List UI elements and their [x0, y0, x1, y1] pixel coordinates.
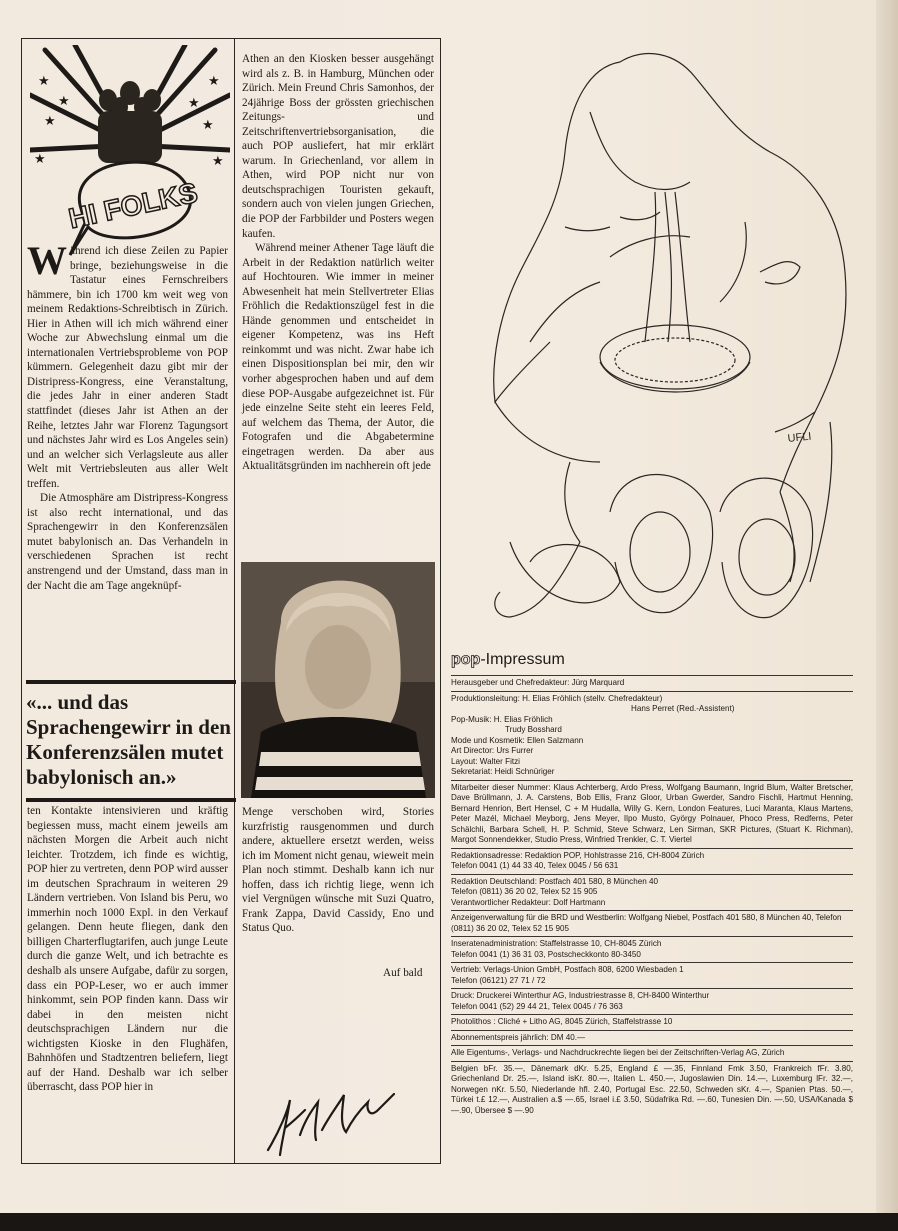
- impressum-title: [451, 651, 565, 669]
- pull-quote: «... und das Sprachengewirr in den Konferenzsälen mutet babylonisch an.»: [26, 680, 236, 802]
- hi-folks-text: HI FOLKS: [65, 176, 201, 235]
- cartoon-initials: UFLI: [787, 430, 813, 445]
- svg-text:★: ★: [212, 154, 224, 169]
- closing-line: Auf bald: [383, 967, 423, 979]
- editorial-column-2-bottom: [242, 805, 434, 936]
- impressum-druck: Druck: Druckerei Winterthur AG, Industriestrasse 8, CH-8400 Winterthur: [451, 991, 710, 1000]
- impressum-vertrieb-tel: Telefon (06121) 27 71 / 72: [451, 975, 546, 985]
- impressum-produktion-2: Hans Perret (Red.-Assistent): [631, 704, 735, 713]
- impressum-inserate-tel: Telefon 0041 (1) 36 31 03, Postscheckkonto 80-3450: [451, 949, 641, 959]
- editor-photo: [241, 562, 435, 798]
- svg-text:★: ★: [58, 94, 70, 109]
- impressum-musik: Pop-Musik: H. Elias Fröhlich: [451, 714, 553, 724]
- editorial-column-1-bottom: [27, 804, 228, 1095]
- svg-text:★: ★: [38, 74, 50, 89]
- column-divider: [234, 38, 235, 1163]
- impressum-heading: -Impressum: [480, 651, 565, 668]
- impressum-herausgeber: Herausgeber und Chefredakteur: Jürg Marquard: [451, 678, 625, 687]
- cartoon-illustration: [470, 42, 870, 647]
- impressum-vertrieb: Vertrieb: Verlags-Union GmbH, Postfach 808, 6200 Wiesbaden 1: [451, 965, 684, 974]
- impressum-musik-2: Trudy Bosshard: [505, 725, 562, 734]
- editorial-column-1-top: [27, 238, 228, 593]
- impressum-druck-tel: Telefon 0041 (52) 29 44 21, Telex 0045 / 76 363: [451, 1001, 623, 1011]
- svg-text:★: ★: [44, 114, 56, 129]
- pop-logo: pop: [451, 651, 481, 668]
- svg-text:★: ★: [188, 96, 200, 111]
- impressum-produktion: Produktionsleitung: H. Elias Fröhlich (stellv. Chefredakteur): [451, 693, 663, 703]
- impressum-inserate: Inseratenadministration: Staffelstrasse 10, CH-8045 Zürich: [451, 939, 662, 948]
- impressum-rechte: Alle Eigentums-, Verlags- und Nachdruckrechte liegen bei der Zeitschriften-Verlag AG, Zürich: [451, 1048, 785, 1057]
- editorial-column-2-top: [242, 52, 434, 474]
- paragraph-5: Während meiner Athener Tage läuft die Arbeit in der Redaktion natürlich weiter auf Hochtouren. Wie immer in meiner Abwesenheit hat mein Stellvertreter Elias Fröhlich die Redaktionszügel fest in die Hände genommen und entscheidet in eigener Kompetenz, was ins Heft reinkommt und was nicht. Zwar habe ich einen Dispositionsplan bei mir, den wir vorher abgesprochen haben und auf dem diese POP-Ausgabe aufgezeichnet ist. Für jede einzelne Seite steht ein leeres Feld, auf welchem das Thema, der Autor, die Fotografen und die Abgabetermine eingetragen werden. Da aber aus Aktualitätsgründen im nachherein oft jede: [242, 242, 434, 473]
- paragraph-2: Die Atmosphäre am Distripress-Kongress ist also recht international, und das Sprachengewirr in den Konferenzsälen mutet babylonisch an. Das Verhandeln in verschiedenen Sprachen ist recht anstrengend und der Umstand, dass man in der Nacht die am Tage angeknüpf-: [27, 492, 228, 592]
- impressum-mitarbeiter: Mitarbeiter dieser Nummer: Klaus Achterberg, Ardo Press, Wolfgang Baumann, Ingrid Blum, Walter Bretscher, Dave Brüllmann, J. A. Carstens, Bob Ellis, Franz Gloor, Urban Gwerder, Sandro Fischli, Hartmut Henning, Bernard Henrion, Bert Hensel, C + M Hudalla, Willy G. Kern, London Features, Luci Maranta, Klaus Martens, Peter Mazél, Michael Meyborg, Jens Meyer, Ilpo Musto, György Polnauer, Phoco Press, Redferns, Peter Schälchli, Barbara Schell, H. P. Schmid, Steve Schwarz, Len Sirman, SKR Pictures, (Stuart K. Richman), Margot Sonnendekker, Studio Press, Winfried Trenkler, C. T. Viertel: [451, 782, 853, 844]
- page-edge: [876, 0, 898, 1231]
- paragraph-6: Menge verschoben wird, Stories kurzfristig rausgenommen und durch andere, aktuellere ersetzt werden, weiss ich im Moment nicht genau, wieweit mein Plan noch stimmt. Deshalb kann ich nur hoffen, dass ich richtig liege, wenn ich viel Vergnügen wünsche mit Suzi Quatro, Frank Zappa, David Cassidy, Eno und Status Quo.: [242, 806, 434, 935]
- impressum-art: Art Director: Urs Furrer: [451, 746, 534, 755]
- paragraph-4: Athen an den Kiosken besser ausgehängt wird als z. B. in Hamburg, München oder Zürich. Mein Freund Chris Samonhos, der 24jährige Boss der grössten griechischen Zeitungs- und Zeitschriftenvertriebsorganisation, die auch POP ausliefert, hat mir erklärt warum. In Griechenland, vor allem in Athen, wird POP nicht nur von deutschsprachigen Touristen gekauft, sondern auch von vielen jungen Griechen, die POP der Farbbilder und Posters wegen kaufen.: [242, 53, 434, 240]
- impressum-mode: Mode und Kosmetik: Ellen Salzmann: [451, 735, 584, 745]
- impressum-photolithos: Photolithos : Cliché + Litho AG, 8045 Zürich, Staffelstrasse 10: [451, 1017, 673, 1026]
- svg-text:★: ★: [202, 118, 214, 133]
- impressum-layout: Layout: Walter Fitzi: [451, 756, 520, 766]
- impressum-sekretariat: Sekretariat: Heidi Schnüriger: [451, 767, 555, 776]
- impressum-de-red: Verantwortlicher Redakteur: Dolf Hartmann: [451, 897, 606, 907]
- impressum-preise: Belgien bFr. 35.—, Dänemark dKr. 5.25, England £ —.35, Finnland Fmk 3.50, Frankreich fFr. 3.80, Griechenland Dr. 25.—, Island isKr. 80.—, Italien L. 450.—, Jugoslawien Din. 14.—, Luxemburg lFr. 32.—, Norwegen nKr. 5.50, Niederlande hfl. 2.40, Portugal Esc. 22.50, Schweden sKr. 4.—, Spanien Ptas. 50.—, Türkei t.£ 12.—, Australien a.$ —.65, Israel i.£ 3.50, Südafrika Rd. —.60, Tunesien Din. —.50, USA/Kanada $ —.90, Übersee $ —.90: [451, 1063, 853, 1115]
- svg-text:★: ★: [208, 74, 220, 89]
- impressum-redaktion-tel: Telefon 0041 (1) 44 33 40, Telex 0045 / 56 631: [451, 861, 619, 870]
- impressum-abo: Abonnementspreis jährlich: DM 40.—: [451, 1032, 586, 1042]
- impressum-anzeigen: Anzeigenverwaltung für die BRD und Westberlin: Wolfgang Niebel, Postfach 401 580, 8 München 40, Telefon (0811) 36 20 02, Telex 52 15 905: [451, 913, 842, 933]
- page-bottom-shadow: [0, 1213, 898, 1231]
- signature: [260, 1080, 400, 1160]
- svg-text:★: ★: [34, 152, 46, 167]
- paragraph-1: ährend ich diese Zeilen zu Papier bringe, beziehungsweise in die Tastatur eines Fernschreibers hämmere, bin ich 1700 km weit weg von meinem Redaktions-Schreibtisch in Zürich. Hier in Athen will ich mich während einer Woche zur Abwechslung einmal um die internationalen Vertriebsprobleme von POP kümmern. Gelegenheit dazu gibt mir der Distripress-Kongress, eine Veranstaltung, die jedes Jahr in einer anderen Stadt stattfindet (dieses Jahr ist Athen an der Reihe, letztes Jahr war Florenz Tagungsort und nächstes Jahr wird es Los Angeles sein) und an welcher sich Verlagsleute aus aller Welt mit Vertriebsleuten aus aller Welt treffen.: [27, 245, 228, 490]
- impressum-block: [451, 675, 853, 1118]
- impressum-de-tel: Telefon (0811) 36 20 02, Telex 52 15 905: [451, 887, 598, 896]
- paragraph-3: ten Kontakte intensivieren und kräftig begiessen muss, macht einem jeweils am nächsten Morgen die Arbeit auch nicht leichter. Trotzdem, ich finde es wichtig, POP hier zu vertreten, denn POP wird ausser im deutschen Sprachraum in weiteren 29 Ländern vertrieben. Von Island bis Peru, wo immerhin noch 1000 Expl. in den Verkauf gelangen. Denn heute fliegen, dank den billigen Charterflugtarifen, auch junge Leute durch die ganze Welt, und ich betrachte es deshalb als unsere Aufgabe, dafür zu sorgen, dass ein POP-Leser, wo er auch immer hinkommt, sein POP finden kann. Dass wir dabei in den meisten nicht deutschsprachigen Ländern nur die wichtigsten Kioske in den Flughäfen, Bahnhöfen und Stadtzentren beliefern, liegt auf der Hand. Deshalb war ich selber überrascht, dass POP hier in: [27, 805, 228, 1094]
- hi-folks-illustration: [30, 45, 230, 263]
- impressum-de: Redaktion Deutschland: Postfach 401 580, 8 München 40: [451, 876, 658, 886]
- impressum-redaktion: Redaktionsadresse: Redaktion POP, Hohlstrasse 216, CH-8004 Zürich: [451, 850, 705, 860]
- drop-cap: W: [27, 238, 67, 283]
